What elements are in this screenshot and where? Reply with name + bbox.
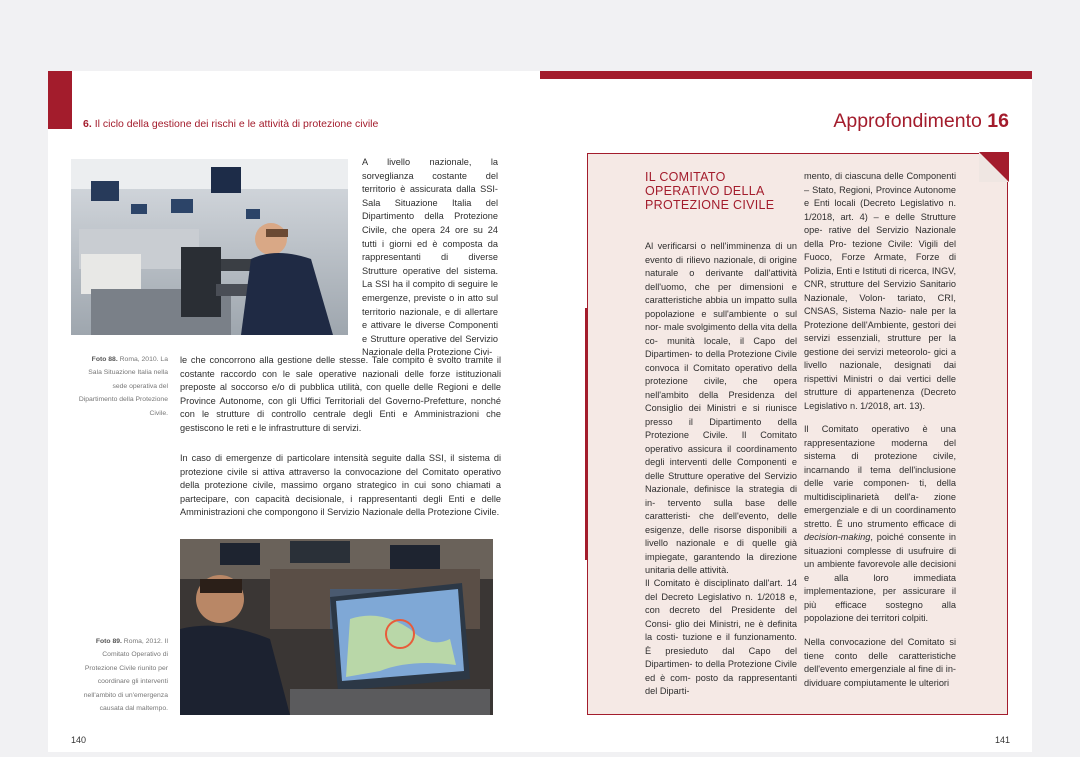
box-corner-fold [979,152,1009,182]
intro-paragraph: A livello nazionale, la sorveglianza costante del territorio è assicurata dalla SSI-Sala Situazione Italia del Dipartimento della Protezione Civile, che opera 24 ore su 24 tutti i giorni ed è composta da rappresentanti di diverse Strutture operative del sistema. La SSI ha il compito di seguire le emergenze, previste o in atto sul territorio nazionale, e di allertare e attivare le diverse Componenti e Strutture operative del Servizio Nazionale della Protezione Civi- [362,157,498,358]
photo88-caption [78,353,168,420]
chapter-tab-marker [48,71,72,129]
box-col1-paragraph1: Al verificarsi o nell'imminenza di un evento di rilievo nazionale, di origine naturale o derivante dall'attività dell'uomo, che per dimensioni e caratteristiche abbia un impatto sulla popolazione e sull'ambiente o sul nor- male svolgimento della vita della co- munità locale, il Capo del Dipartimen- to della Protezione Civile convoca il Comitato operativo della protezione civile, che opera nell'ambito della Presidenza del Consiglio dei Ministri e si riunisce presso il Dipartimento della Protezione Civile. Il Comitato operativo assicura il coordinamento degli interventi delle Componenti e delle Strutture operative del Servizio Nazionale, definisce la strategia di in- tervento sulla base delle caratteristi- che dell'evento, delle esigenze, delle risorse disponibili a livello nazionale e di quelle già impiegate, garantendo la direzione unitaria delle attività. [645,241,797,575]
box-col1-paragraph2: Il Comitato è disciplinato dall'art. 14 del Decreto Legislativo n. 1/2018 e, con decreto del Presidente del Consi- glio dei Ministri, ne è definita la costi- tuzione e il funzionamento. È presieduto dal Capo del Dipartimen- to della Protezione Civile ed è com- posto da rappresentanti del Diparti- [645,578,797,696]
chapter-title: Il ciclo della gestione dei rischi e le attività di protezione civile [94,118,379,130]
col2-p2-start: Il Comitato operativo è una rappresentazione moderna del sistema di protezione civile, incarnando il tema dell'inclusione delle varie componen- ti, della multidisciplinarietà dell'a- zione emergenziale e di un coordinamento stretto. È uno strumento efficace di [804,424,956,529]
photo89-caption-text: Roma, 2012. Il Comitato Operativo di Protezione Civile riunito per coordinare gli interventi nell'ambito di un'emergenza causata dal maltempo. [83,638,168,713]
paragraph-continuation: le che concorrono alla gestione delle stesse. Tale compito è svolto tramite il costante raccordo con le sale operative nazionali delle forze istituzionali preposte al soccorso e/o di pubblica utilità, con quelle delle Regioni e delle Province Autonome, con gli Uffici Territoriali del Governo-Prefetture, nonché con le strutture di controllo centrale degli Enti e Amministrazioni che gestiscono le reti e le infrastrutture di servizi. [180,355,501,433]
col2-p2-emphasis: decision-making [804,532,871,542]
approfondimento-word: Approfondimento [833,110,982,132]
box-title: IL COMITATO OPERATIVO DELLA PROTEZIONE CIVILE [645,170,775,212]
photo88-caption-text: Roma, 2010. La Sala Situazione Italia nella sede operativa del Dipartimento della Protezione Civile. [78,356,168,417]
photo-comitato-operativo [180,539,493,715]
control-room-illustration [71,159,348,335]
photo89-caption-label: Foto 89. [95,638,122,645]
chapter-heading [83,118,378,130]
box-side-accent [585,308,588,560]
photo88-caption-label: Foto 88. [91,356,118,363]
chapter-number: 6. [83,118,92,130]
box-col2-paragraph2 [804,423,956,626]
approfondimento-heading [833,110,1009,133]
box-col2-paragraph3: Nella convocazione del Comitato si tiene conto delle caratteristiche dell'evento emergenziale al fine di in- dividuare compiutamente le ulteriori [804,637,956,688]
col2-p2-end: , poiché consente in situazioni complesse di usufruire di un ambiente favorevole alle decisioni e alla loro immediata implementazione, per assicurare il più efficace sostegno alla popolazione dei territori colpiti. [804,532,956,623]
page-number-left: 140 [71,735,87,745]
meeting-illustration [180,539,493,715]
approfondimento-number: 16 [987,110,1009,132]
header-red-bar [540,71,1032,79]
page-number-right: 141 [995,735,1011,745]
paragraph-emergencies: In caso di emergenze di particolare intensità seguite dalla SSI, il sistema di protezione civile si attiva attraverso la convocazione del Comitato operativo della protezione civile, massimo organo strategico in cui sono chiamati a partecipare, con capacità decisionale, i rappresentanti degli Enti e delle Amministrazioni che compongono il Servizio Nazionale della Protezione Civile. [180,453,501,518]
photo89-caption [78,635,168,715]
box-col2-paragraph1: mento, di ciascuna delle Componenti – Stato, Regioni, Province Autonome e Enti locali (Decreto Legislativo n. 1/2018, art. 4) – e delle Strutture ope- rative del Servizio Nazionale della Pro- tezione Civile: Vigili del Fuoco, Forze Armate, Forze di Polizia, Enti e Istituti di ricerca, INGV, CNR, strutture del Servizio Sanitario Nazionale, Volon- tariato, CRI, CNSAS, Sistema Nazio- nale per la Protezione dell'Ambiente, gestori dei servizi essenziali, strutture per la gestione dei servizi meteorolo- gici a livello nazionale, designati dai rispettivi Ministri o dai vertici delle strutture di appartenenza (Decreto Legislativo n. 1/2018, art. 13). [804,171,956,411]
photo-sala-situazione [71,159,348,335]
